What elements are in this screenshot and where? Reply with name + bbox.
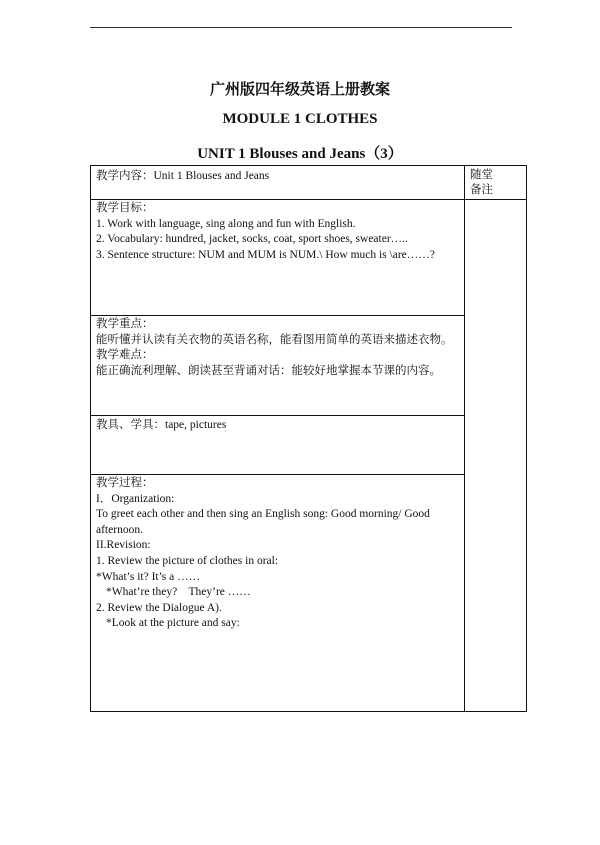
row-divider — [91, 415, 464, 416]
process-line: I．Organization: — [96, 492, 175, 505]
remarks-column-divider — [464, 166, 465, 711]
objective-item: 3. Sentence structure: NUM and MUM is NUM.\ How much is \are……? — [96, 248, 435, 261]
difficult-points-text: 能正确流利理解、朗读甚至背诵对话：能较好地掌握本节课的内容。 — [96, 364, 441, 377]
process-line: II.Revision: — [96, 539, 151, 552]
document-title: 广州版四年级英语上册教案 — [209, 82, 390, 98]
content-cell — [96, 169, 461, 185]
process-line: 1. Review the picture of clothes in oral: — [96, 554, 279, 567]
process-line: To greet each other and then sing an English song: Good morning/ Good afternoon. — [96, 508, 430, 536]
process-line: *Look at the picture and say: — [106, 617, 240, 630]
content-text: 教学内容：Unit 1 Blouses and Jeans — [96, 170, 270, 182]
process-heading: 教学过程： — [96, 477, 154, 489]
row-divider — [91, 315, 464, 316]
remarks-header-line: 随堂 — [470, 169, 493, 181]
difficult-points-heading: 教学难点： — [96, 349, 154, 362]
objective-item: 2. Vocabulary: hundred, jacket, socks, coat, sport shoes, sweater….. — [96, 233, 408, 246]
unit-title: UNIT 1 Blouses and Jeans（3） — [197, 146, 403, 162]
objectives-heading: 教学目标： — [96, 202, 154, 214]
key-points-text: 能听懂并认读有关衣物的英语名称，能看图用简单的英语来描述衣物。 — [96, 333, 453, 346]
process-cell — [96, 476, 461, 632]
process-line: *What’re they? They’re …… — [106, 586, 251, 599]
materials-text: 教具、学具：tape, pictures — [96, 419, 227, 431]
remarks-header — [470, 168, 493, 198]
key-points-heading: 教学重点： — [96, 318, 154, 330]
lesson-plan-table — [90, 165, 527, 712]
materials-cell — [96, 418, 461, 434]
module-title: MODULE 1 CLOTHES — [222, 111, 378, 127]
objectives-cell — [96, 201, 461, 263]
key-points-cell — [96, 317, 461, 379]
row-divider — [91, 474, 464, 475]
header-rule — [90, 27, 512, 28]
remarks-header-line: 备注 — [470, 184, 493, 196]
row-divider — [91, 199, 526, 200]
process-line: *What’s it? It’s a …… — [96, 570, 201, 583]
objective-item: 1. Work with language, sing along and fun with English. — [96, 217, 356, 230]
process-line: 2. Review the Dialogue A). — [96, 601, 222, 614]
